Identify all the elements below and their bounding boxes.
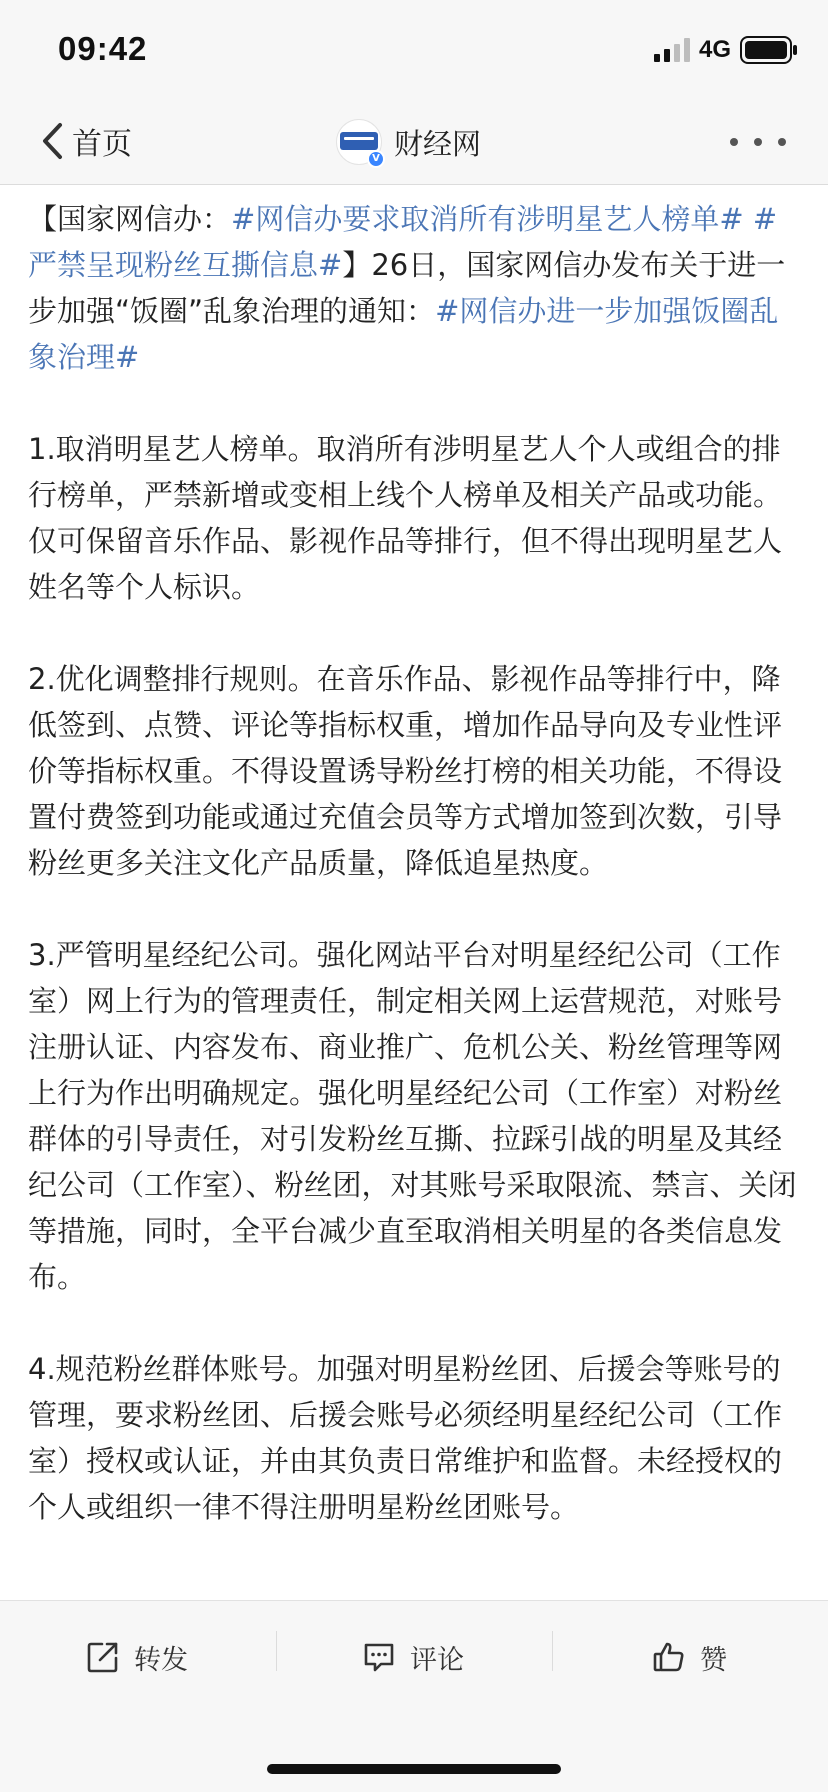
intro-lead: 【国家网信办： <box>28 202 232 236</box>
comment-label: 评论 <box>410 1644 464 1676</box>
more-icon <box>778 138 786 146</box>
more-icon <box>730 138 738 146</box>
intro-text: 】26日，国家网信办发布关于进一步加强“饭圈”乱象治理的通知： <box>28 248 786 328</box>
repost-button[interactable] <box>86 1635 188 1679</box>
signal-icon <box>654 38 692 62</box>
hashtag-link[interactable]: #网信办进一步加强饭圈乱象治理# <box>28 294 779 374</box>
nav-bar <box>0 98 828 185</box>
thumbs-up-icon <box>652 1640 686 1674</box>
article-body <box>28 196 800 1596</box>
divider <box>276 1631 277 1671</box>
more-button[interactable] <box>730 124 786 160</box>
hashtag-link[interactable]: #严禁呈现粉丝互撕信息# <box>28 202 778 282</box>
logo-icon <box>340 132 378 150</box>
repost-label: 转发 <box>134 1644 188 1676</box>
article-paragraph: 4.规范粉丝群体账号。加强对明星粉丝团、后援会等账号的管理，要求粉丝团、后援会账号必须经明星经纪公司（工作室）授权或认证，并由其负责日常维护和监督。未经授权的个人或组织一律不得注册明星粉丝团账号。 <box>28 1352 783 1524</box>
network-type: 4G <box>699 36 732 63</box>
article-paragraph: 2.优化调整排行规则。在音乐作品、影视作品等排行中，降低签到、点赞、评论等指标权重，增加作品导向及专业性评价等指标权重。不得设置诱导粉丝打榜的相关功能，不得设置付费签到功能或通过充值会员等方式增加签到次数，引导粉丝更多关注文化产品质量，降低追星热度。 <box>28 662 783 880</box>
divider <box>552 1631 553 1671</box>
like-button[interactable] <box>652 1635 727 1679</box>
article-intro <box>28 196 800 380</box>
account-header[interactable] <box>336 118 481 166</box>
like-label: 赞 <box>700 1644 727 1676</box>
status-bar <box>0 0 828 98</box>
comment-button[interactable] <box>362 1635 464 1679</box>
back-label: 首页 <box>72 127 132 162</box>
account-name[interactable]: 财经网 <box>394 126 482 161</box>
verified-icon: V <box>367 150 385 168</box>
article-paragraph: 1.取消明星艺人榜单。取消所有涉明星艺人个人或组合的排行榜单，严禁新增或变相上线个人榜单及相关产品或功能。仅可保留音乐作品、影视作品等排行，但不得出现明星艺人姓名等个人标识。 <box>28 432 783 604</box>
article-paragraph: 3.严管明星经纪公司。强化网站平台对明星经纪公司（工作室）网上行为的管理责任，制定相关网上运营规范，对账号注册认证、内容发布、商业推广、危机公关、粉丝管理等网上行为作出明确规定。强化明星经纪公司（工作室）对粉丝群体的引导责任，对引发粉丝互撕、拉踩引战的明星及其经纪公司（工作室）、粉丝团，对其账号采取限流、禁言、关闭等措施，同时，全平台减少直至取消相关明星的各类信息发布。 <box>28 938 797 1294</box>
hashtag-link[interactable]: #网信办要求取消所有涉明星艺人榜单# <box>231 202 744 236</box>
comment-icon <box>362 1640 396 1674</box>
back-button[interactable] <box>40 118 132 164</box>
chevron-left-icon <box>40 121 66 161</box>
share-icon <box>86 1640 120 1674</box>
avatar[interactable] <box>336 119 382 165</box>
battery-icon <box>740 36 798 64</box>
home-indicator[interactable] <box>267 1764 561 1774</box>
more-icon <box>754 138 762 146</box>
status-time: 09:42 <box>58 30 148 67</box>
